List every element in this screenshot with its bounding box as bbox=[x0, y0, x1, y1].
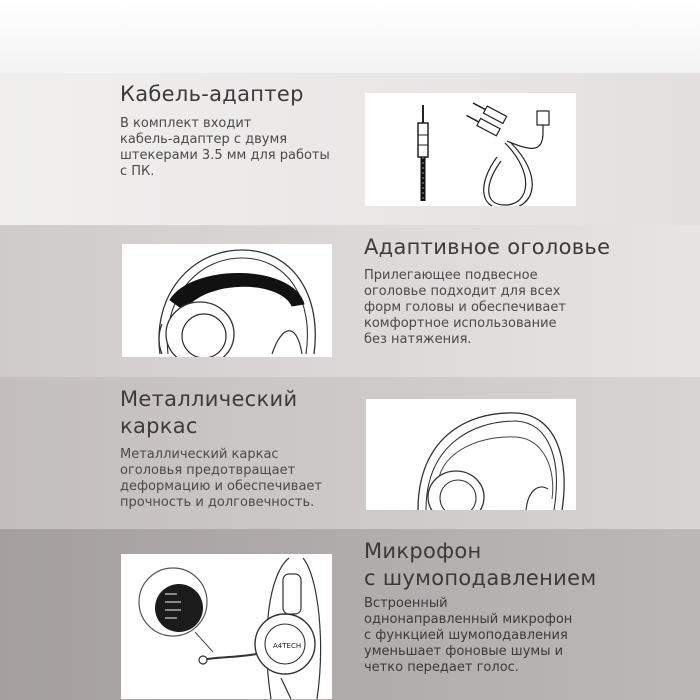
description-line: оголовье подходит для всех bbox=[364, 284, 561, 299]
description-line: однонаправленный микрофон bbox=[364, 612, 573, 627]
section-microphone bbox=[0, 529, 700, 700]
section-title: Адаптивное оголовье bbox=[364, 235, 611, 259]
description-line: с ПК. bbox=[120, 164, 155, 179]
microphone-illustration-icon bbox=[121, 554, 332, 699]
description-line: Встроенный bbox=[364, 596, 448, 611]
description-line: уменьшает фоновые шумы и bbox=[364, 644, 564, 659]
section-description bbox=[120, 116, 350, 180]
section-cable-adapter bbox=[0, 73, 700, 225]
cable-adapter-illustration-icon bbox=[365, 93, 576, 206]
description-line: без натяжения. bbox=[364, 332, 472, 347]
brand-logo: A4TECH bbox=[273, 642, 302, 650]
title-line: Микрофон bbox=[364, 539, 482, 563]
description-line: с функцией шумоподавления bbox=[364, 628, 568, 643]
section-description bbox=[364, 596, 614, 676]
description-line: прочность и долговечность. bbox=[120, 495, 315, 510]
section-title bbox=[364, 538, 596, 592]
metal-frame-illustration-icon bbox=[366, 399, 576, 510]
section-headband bbox=[0, 225, 700, 377]
description-line: четко передает голос. bbox=[364, 660, 519, 675]
description-line: оголовья предотвращает bbox=[120, 463, 296, 478]
section-title bbox=[120, 386, 297, 440]
title-line: с шумоподавлением bbox=[364, 566, 597, 590]
headband-illustration-icon bbox=[122, 244, 332, 357]
description-line: Металлический каркас bbox=[120, 447, 279, 462]
section-description bbox=[120, 447, 360, 511]
top-margin bbox=[0, 0, 700, 73]
section-description bbox=[364, 268, 604, 348]
section-metal-frame bbox=[0, 377, 700, 529]
title-line: каркас bbox=[120, 414, 198, 438]
description-line: В комплект входит bbox=[120, 116, 252, 131]
section-title: Кабель-адаптер bbox=[120, 82, 304, 106]
description-line: Прилегающее подвесное bbox=[364, 268, 538, 283]
title-line: Металлический bbox=[120, 387, 298, 411]
description-line: кабель-адаптер с двумя bbox=[120, 132, 288, 147]
description-line: комфортное использование bbox=[364, 316, 557, 331]
description-line: деформацию и обеспечивает bbox=[120, 479, 322, 494]
description-line: форм головы и обеспечивает bbox=[364, 300, 566, 315]
description-line: штекерами 3.5 мм для работы bbox=[120, 148, 330, 163]
